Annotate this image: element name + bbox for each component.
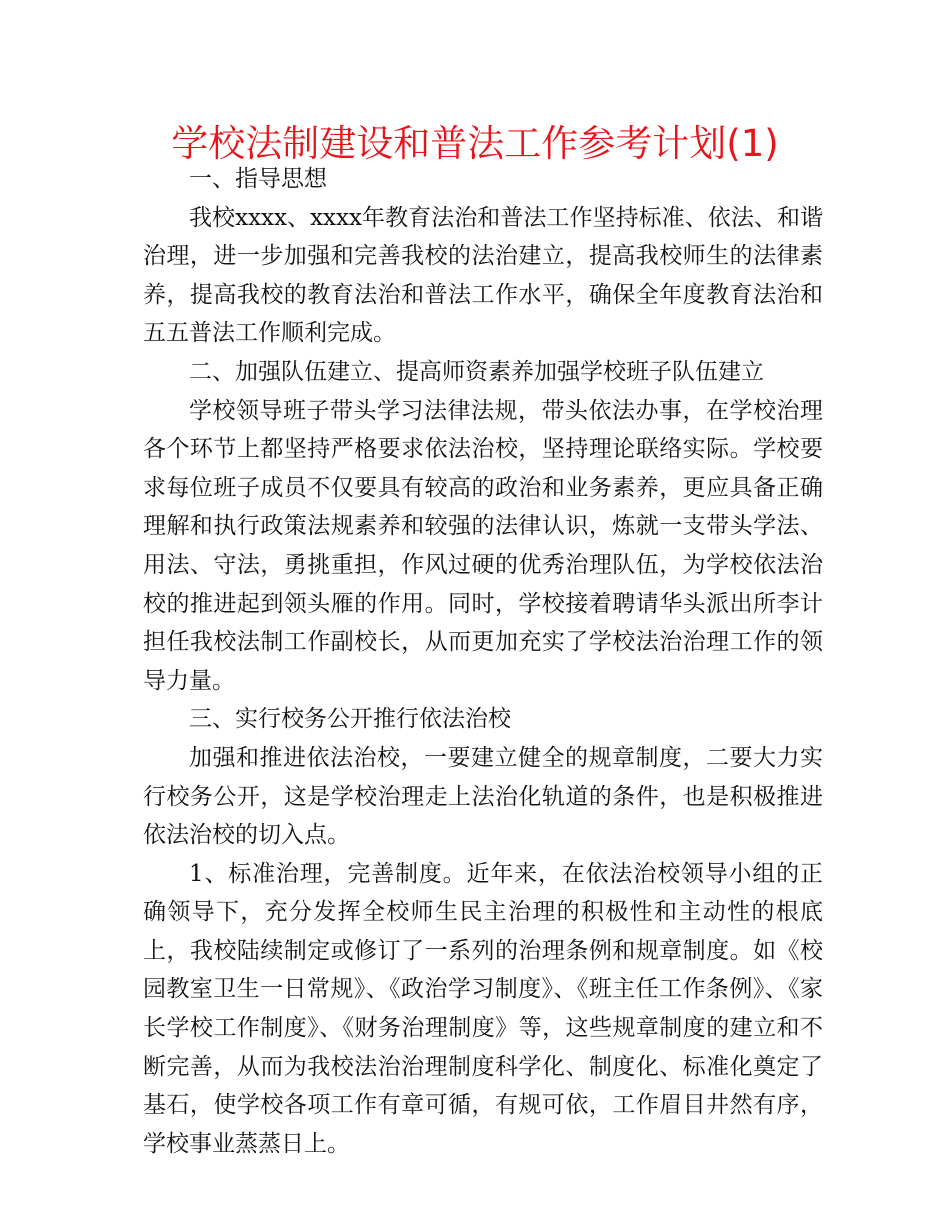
section-heading-school-affairs: 三、实行校务公开推行依法治校 xyxy=(189,706,511,733)
document-body xyxy=(143,160,823,1163)
paragraph-school-affairs: 加强和推进依法治校，一要建立健全的规章制度，二要大力实行校务公开，这是学校治理走上法治化轨道的条件，也是积极推进依法治校的切入点。 xyxy=(143,744,823,849)
paragraph-guiding-ideology: 我校xxxx、xxxx年教育法治和普法工作坚持标准、依法、和谐治理，进一步加强和完善我校的法治建立，提高我校师生的法律素养，提高我校的教育法治和普法工作水平，确保全年度教育法治和五五普法工作顺利完成。 xyxy=(143,204,823,347)
section-heading-team-building: 二、加强队伍建立、提高师资素养加强学校班子队伍建立 xyxy=(189,358,764,385)
document-title: 学校法制建设和普法工作参考计划(1) xyxy=(171,122,779,165)
paragraph-standard-management: 1、标准治理，完善制度。近年来，在依法治校领导小组的正确领导下，充分发挥全校师生民主治理的积极性和主动性的根底上，我校陆续制定或修订了一系列的治理条例和规章制度。如《校园教室卫生一日常规》、《政治学习制度》、《班主任工作条例》、《家长学校工作制度》、《财务治理制度》等，这些规章制度的建立和不断完善，从而为我校法治治理制度科学化、制度化、标准化奠定了基石，使学校各项工作有章可循，有规可依，工作眉目井然有序，学校事业蒸蒸日上。 xyxy=(143,860,823,1157)
section-heading-guiding-ideology: 一、指导思想 xyxy=(189,166,327,192)
paragraph-team-building: 学校领导班子带头学习法律法规，带头依法办事，在学校治理各个环节上都坚持严格要求依法治校，坚持理论联络实际。学校要求每位班子成员不仅要具有较高的政治和业务素养，更应具备正确理解和执行政策法规素养和较强的法律认识，炼就一支带头学法、用法、守法，勇挑重担，作风过硬的优秀治理队伍，为学校依法治校的推进起到领头雁的作用。同时，学校接着聘请华头派出所李计担任我校法制工作副校长，从而更加充实了学校法治治理工作的领导力量。 xyxy=(143,397,823,694)
